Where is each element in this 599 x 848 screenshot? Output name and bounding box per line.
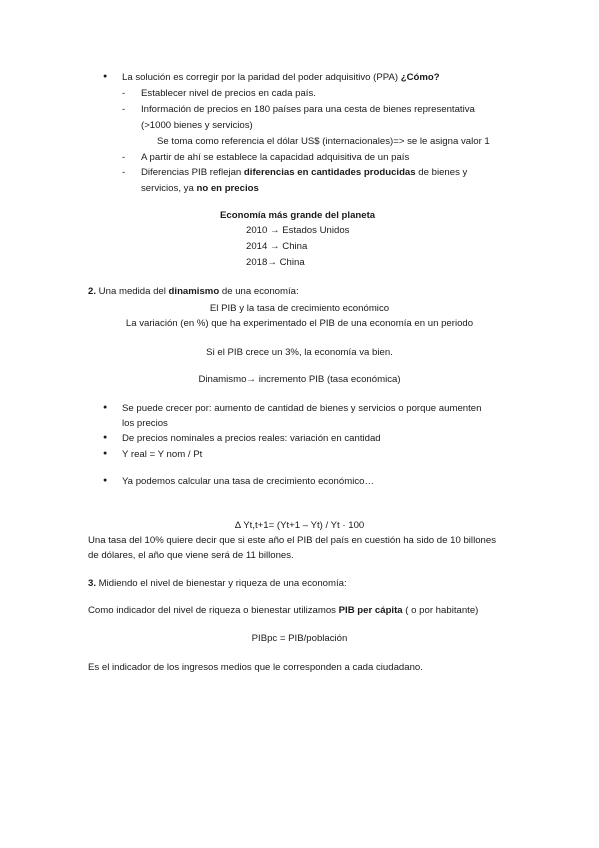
growth-rate-example-cont: de dólares, el año que viene será de 11 billones. (88, 550, 294, 561)
per-capita-explanation: Es el indicador de los ingresos medios que le corresponden a cada ciudadano. (88, 662, 423, 673)
dash-item-gdp-differences: Diferencias PIB reflejan diferencias en cantidades producidas de bienes y (141, 167, 468, 178)
ppa-bullet-text: La solución es corregir por la paridad del poder adquisitivo (PPA) ¿Cómo? (122, 72, 440, 83)
bullet-icon: ● (103, 477, 108, 484)
bullet-icon: ● (103, 404, 108, 411)
dash-item-price-info: Información de precios en 180 países para una cesta de bienes representativa (141, 104, 475, 115)
bullet-icon: ● (103, 434, 108, 441)
dash-item-gdp-differences-cont: servicios, ya no en precios (141, 183, 259, 194)
growth-rate-definition: La variación (en %) que ha experimentado el PIB de una economía en un periodo (125, 318, 474, 329)
section-3-heading: 3. Midiendo el nivel de bienestar y riqueza de una economía: (88, 578, 347, 589)
bullet-icon: ● (103, 450, 108, 457)
growth-causes-bullet-cont: los precios (122, 418, 168, 429)
nominal-to-real-bullet: De precios nominales a precios reales: variación en cantidad (122, 433, 381, 444)
growth-rate-bullet: Ya podemos calcular una tasa de crecimiento económico… (122, 476, 375, 487)
dash-item-purchasing-capacity: A partir de ahí se establece la capacidad adquisitiva de un país (141, 152, 410, 163)
per-capita-indicator: Como indicador del nivel de riqueza o bienestar utilizamos PIB per cápita ( o por habitante) (88, 605, 479, 616)
dash-item-price-level: Establecer nivel de precios en cada país. (141, 88, 316, 99)
growth-causes-bullet: Se puede crecer por: aumento de cantidad de bienes y servicios o porque aumenten (122, 403, 482, 414)
dash-marker: - (122, 152, 126, 163)
growth-rate-subtitle: El PIB y la tasa de crecimiento económico (209, 303, 390, 314)
section-2-heading: 2. Una medida del dinamismo de una economía: (88, 286, 299, 297)
real-output-formula-bullet: Y real = Y nom / Pt (122, 449, 203, 460)
largest-economy-2014: 2014 → China (246, 241, 308, 252)
growth-rate-formula: Δ Yt,t+1= (Yt+1 – Yt) / Yt · 100 (234, 520, 365, 531)
largest-economy-title: Economía más grande del planeta (220, 210, 376, 221)
per-capita-formula: PIBpc = PIB/población (251, 633, 348, 644)
dynamism-definition: Dinamismo→ incremento PIB (tasa económica) (198, 374, 401, 385)
largest-economy-2010: 2010 → Estados Unidos (246, 225, 350, 236)
dash-marker: - (122, 104, 126, 115)
dash-marker: - (122, 88, 126, 99)
reference-dollar-note: Se toma como referencia el dólar US$ (internacionales)=> se le asigna valor 1 (157, 136, 490, 147)
largest-economy-2018: 2018→ China (246, 257, 305, 268)
dash-marker: - (122, 167, 126, 178)
growth-rate-example: Una tasa del 10% quiere decir que si este año el PIB del país en cuestión ha sido de 10 billones (88, 535, 497, 546)
growth-example: Si el PIB crece un 3%, la economía va bien. (206, 347, 393, 358)
dash-item-price-info-cont: (>1000 bienes y servicios) (141, 120, 253, 131)
bullet-icon: ● (103, 73, 108, 80)
